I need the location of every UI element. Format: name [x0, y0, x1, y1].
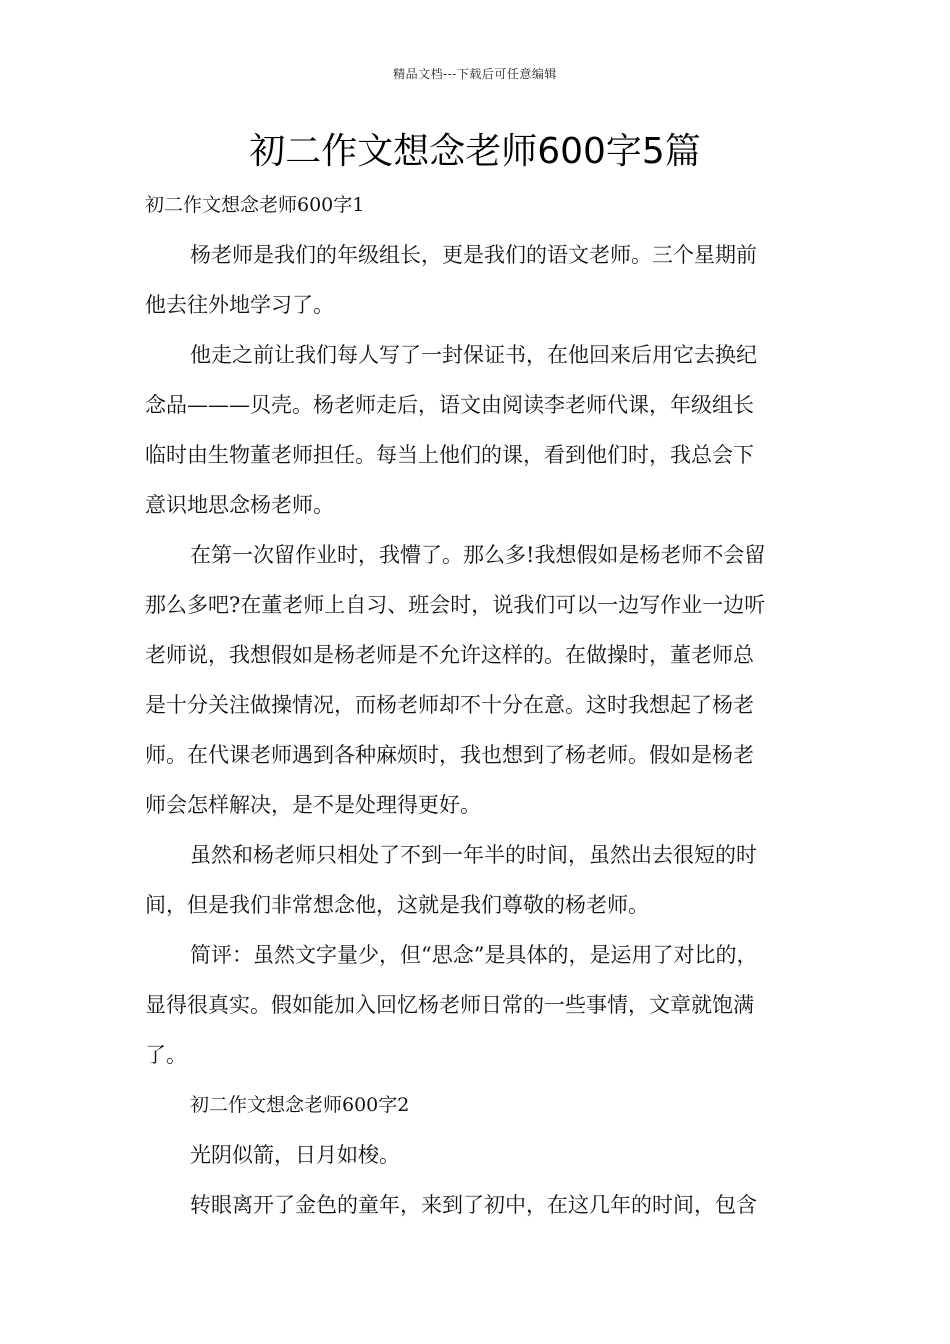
- text-line: 转眼离开了金色的童年，来到了初中，在这几年的时间，包含: [190, 1193, 757, 1217]
- document-title: 初二作文想念老师600字5篇: [249, 131, 701, 172]
- text-line: 是十分关注做操情况，而杨老师却不十分在意。这时我想起了杨老: [145, 693, 754, 717]
- text-line: 师会怎样解决，是不是处理得更好。: [145, 793, 481, 817]
- text-line: 他走之前让我们每人写了一封保证书，在他回来后用它去换纪: [190, 343, 757, 367]
- text-line: 虽然和杨老师只相处了不到一年半的时间，虽然出去很短的时: [190, 843, 757, 867]
- text-line: 念品———贝壳。杨老师走后，语文由阅读李老师代课，年级组长: [145, 393, 754, 417]
- document-body: [145, 180, 815, 1230]
- text-line: 在第一次留作业时，我懵了。那么多!我想假如是杨老师不会留: [190, 543, 766, 567]
- section-heading: 初二作文想念老师600字2: [190, 1094, 410, 1116]
- text-line: 他去往外地学习了。: [145, 293, 334, 317]
- text-line: 简评：虽然文字量少，但“思念”是具体的，是运用了对比的，: [190, 943, 758, 967]
- text-line: 杨老师是我们的年级组长，更是我们的语文老师。三个星期前: [190, 243, 757, 267]
- text-line: 那么多吧?在董老师上自习、班会时，说我们可以一边写作业一边听: [145, 593, 766, 617]
- text-line: 间，但是我们非常想念他，这就是我们尊敬的杨老师。: [145, 893, 649, 917]
- text-line: 师。在代课老师遇到各种麻烦时，我也想到了杨老师。假如是杨老: [145, 743, 754, 767]
- text-line: 光阴似箭，日月如梭。: [190, 1143, 400, 1167]
- text-line: 老师说，我想假如是杨老师是不允许这样的。在做操时，董老师总: [145, 643, 754, 667]
- text-line: 临时由生物董老师担任。每当上他们的课，看到他们时，我总会下: [145, 443, 754, 467]
- text-line: 了。: [145, 1043, 187, 1067]
- text-line: 显得很真实。假如能加入回忆杨老师日常的一些事情，文章就饱满: [145, 993, 754, 1017]
- section-heading: 初二作文想念老师600字1: [145, 194, 365, 216]
- header-note: 精品文档---下载后可任意编辑: [393, 67, 557, 81]
- text-line: 意识地思念杨老师。: [145, 493, 334, 517]
